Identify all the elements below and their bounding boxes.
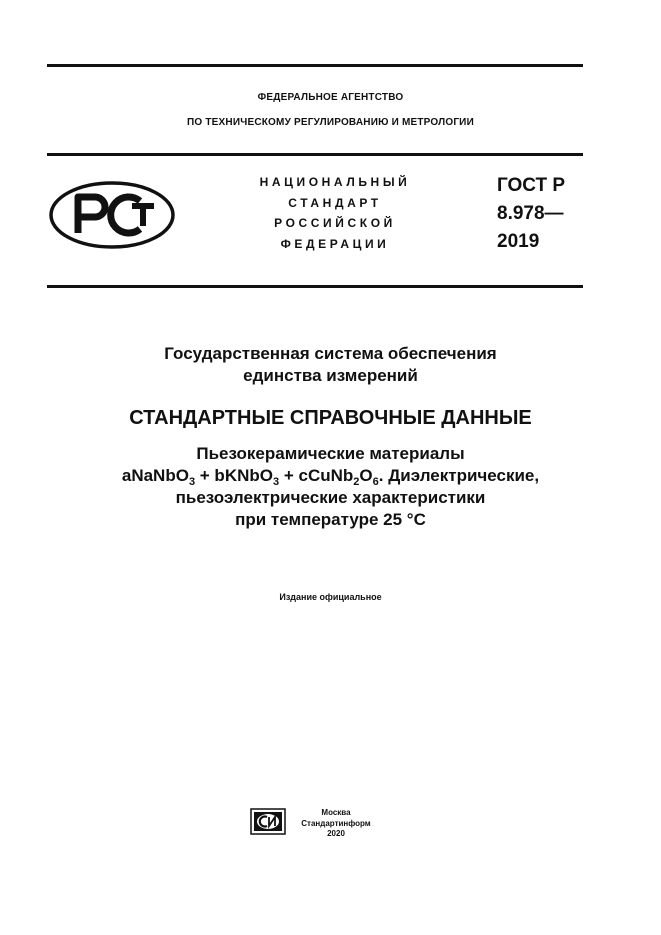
materials-title-line-4: при температуре 25 °С xyxy=(235,510,426,529)
header-top-rule xyxy=(47,153,583,156)
system-title-line-2: единства измерений xyxy=(243,366,418,385)
materials-title-line-1: Пьезокерамические материалы xyxy=(196,444,465,463)
publisher-name: Стандартинформ xyxy=(301,818,371,828)
formula-c: + cCuNb xyxy=(279,466,354,485)
agency-line-1: ФЕДЕРАЛЬНОЕ АГЕНТСТВО xyxy=(257,92,404,103)
standard-code-line-1: ГОСТ Р xyxy=(497,175,566,196)
top-rule xyxy=(47,64,583,67)
formula-post: . Диэлектрические, xyxy=(378,466,540,485)
formula-c-subscript-1: 2 xyxy=(353,476,360,488)
national-standard-line-4: ФЕДЕРАЦИИ xyxy=(280,236,390,251)
publisher-block xyxy=(288,808,384,840)
system-title xyxy=(0,343,661,387)
materials-title xyxy=(0,443,661,531)
national-standard-line-3: РОССИЙСКОЙ xyxy=(274,216,396,230)
formula-b-subscript: 3 xyxy=(272,476,280,488)
formula-b: + bKNbO xyxy=(195,466,273,485)
national-standard-line-1: НАЦИОНАЛЬНЫЙ xyxy=(259,175,411,189)
header-bottom-rule xyxy=(47,285,583,288)
standard-code-line-2: 8.978— xyxy=(497,203,564,224)
gost-r-certification-logo-icon xyxy=(48,180,176,250)
official-edition-label: Издание официальное xyxy=(279,592,382,602)
publisher-city: Москва xyxy=(321,808,351,817)
materials-formula-line xyxy=(0,465,661,487)
materials-title-line-3: пьезоэлектрические характеристики xyxy=(175,488,486,507)
national-standard-label xyxy=(245,172,425,254)
agency-line-2: ПО ТЕХНИЧЕСКОМУ РЕГУЛИРОВАНИЮ И МЕТРОЛОГИИ xyxy=(187,117,474,128)
national-standard-line-2: СТАНДАРТ xyxy=(288,195,382,210)
standard-code-line-3: 2019 xyxy=(497,231,540,252)
formula-a: aNaNbO xyxy=(121,466,189,485)
formula-a-subscript: 3 xyxy=(188,476,196,488)
standard-code xyxy=(497,172,565,256)
standartinform-logo-icon xyxy=(250,808,286,835)
formula-c-mid: O xyxy=(359,466,373,485)
formula-c-subscript-2: 6 xyxy=(372,476,379,488)
publisher-year: 2020 xyxy=(327,829,345,838)
system-title-line-1: Государственная система обеспечения xyxy=(164,344,497,363)
reference-data-title: СТАНДАРТНЫЕ СПРАВОЧНЫЕ ДАННЫЕ xyxy=(129,407,532,429)
